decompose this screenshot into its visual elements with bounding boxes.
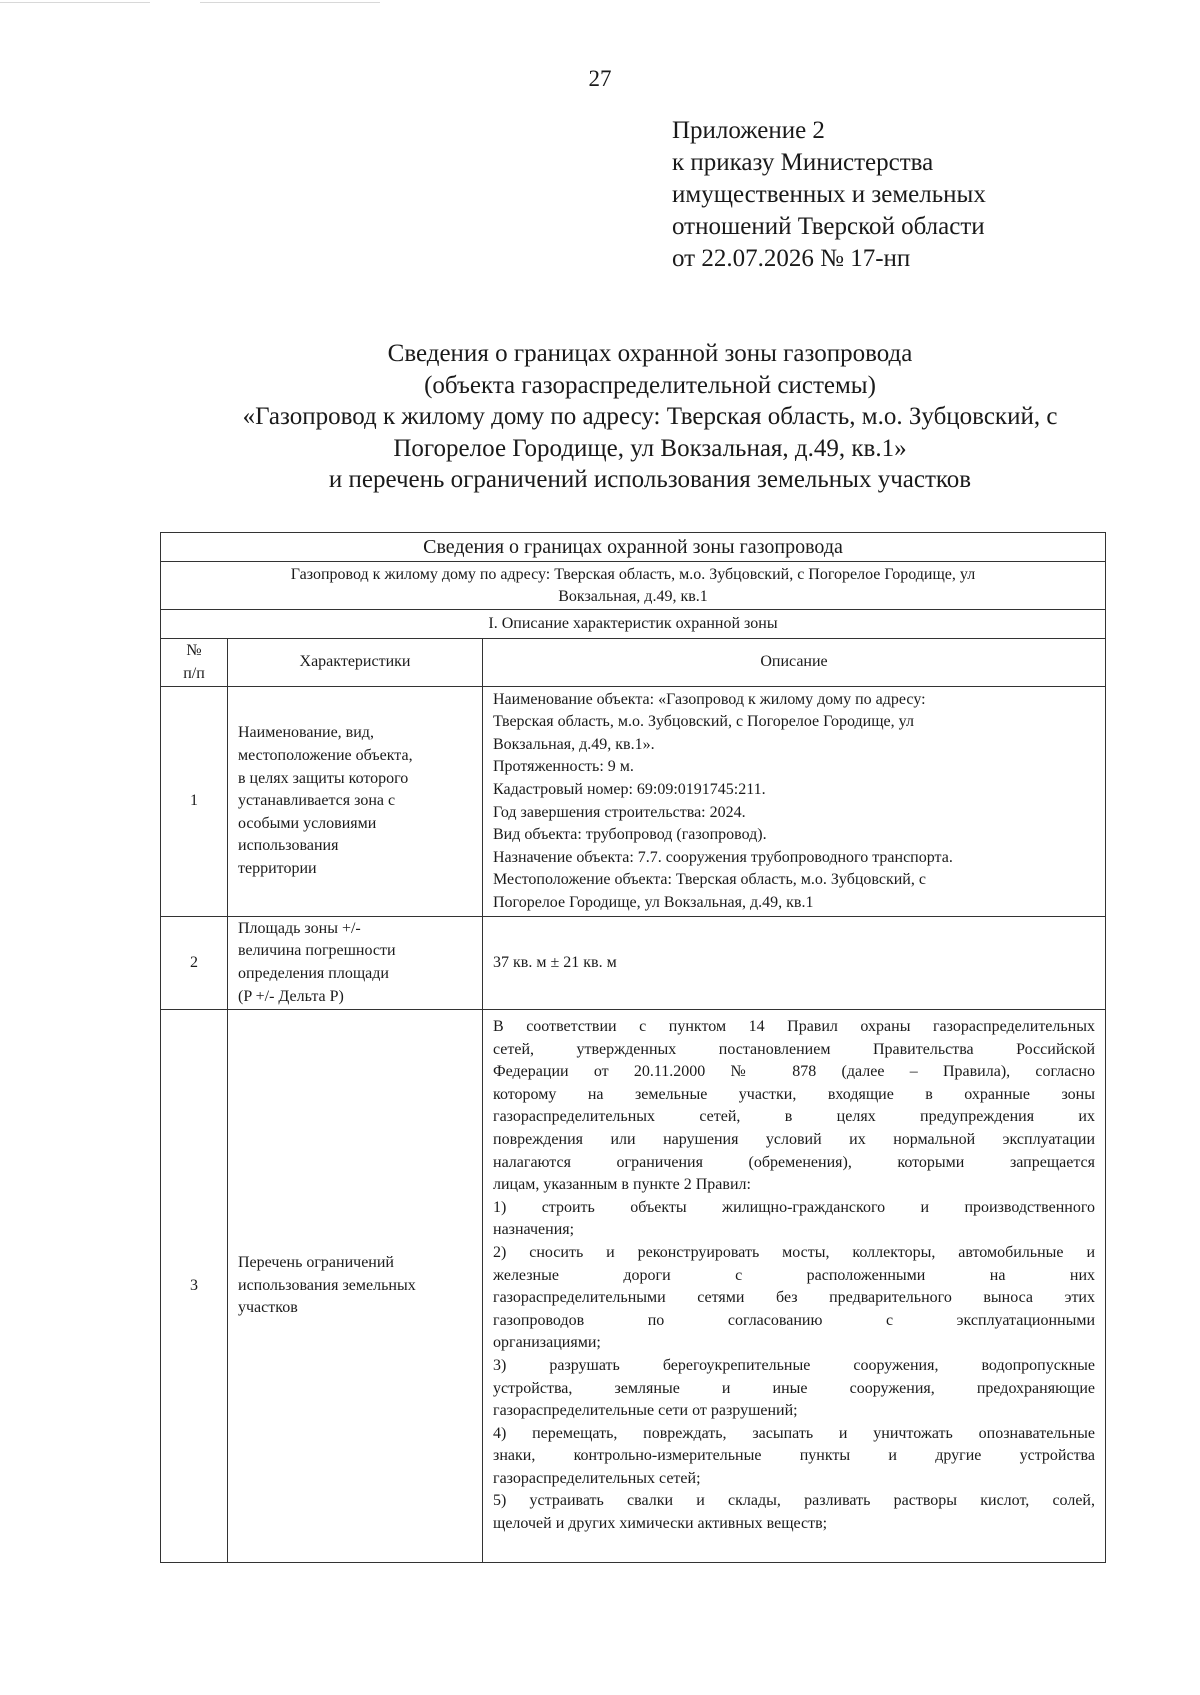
scan-artifact-line <box>0 2 150 3</box>
characteristic-line: территории <box>238 859 317 877</box>
appendix-line: имущественных и земельных <box>672 181 986 208</box>
description-line: 5) устраивать свалки и склады, разливать растворы кислот, солей, <box>493 1492 1095 1510</box>
description-line: газораспределительных сетей, в целях предупреждения их <box>493 1108 1095 1126</box>
appendix-line: Приложение 2 <box>672 117 825 144</box>
column-header-number-line: № <box>186 641 202 659</box>
title-line: Погорелое Городище, ул Вокзальная, д.49, кв.1» <box>393 434 907 462</box>
characteristic-line: величина погрешности <box>238 942 396 960</box>
description-line: сетей, утвержденных постановлением Правительства Российской <box>493 1040 1095 1058</box>
description-line: Федерации от 20.11.2000 № 878 (далее – Правила), согласно <box>493 1063 1095 1081</box>
appendix-line: отношений Тверской области <box>672 213 985 240</box>
description-line: Вид объекта: трубопровод (газопровод). <box>493 826 767 844</box>
description-line: 4) перемещать, повреждать, засыпать и уничтожать опознавательные <box>493 1424 1095 1442</box>
row-number: 2 <box>161 917 228 1010</box>
appendix-line: от 22.07.2026 № 17-нп <box>672 245 911 272</box>
characteristic-line: устанавливается зона с <box>238 792 396 810</box>
description-line: Местоположение объекта: Тверская область, м.о. Зубцовский, с <box>493 871 926 889</box>
document-title <box>150 338 1150 496</box>
description-line: газораспределительные сети от разрушений; <box>493 1402 798 1420</box>
object-name-line: Вокзальная, д.49, кв.1 <box>558 587 708 605</box>
row-characteristic <box>228 1010 483 1563</box>
characteristic-line: в целях защиты которого <box>238 769 409 787</box>
description-line: которому на земельные участки, входящие в охранные зоны <box>493 1085 1095 1103</box>
column-header-description: Описание <box>483 639 1106 687</box>
description-line: Назначение объекта: 7.7. сооружения трубопроводного транспорта. <box>493 848 953 866</box>
description-line: устройства, земляные и иные сооружения, предохраняющие <box>493 1379 1095 1397</box>
title-line: (объекта газораспределительной системы) <box>424 371 876 399</box>
characteristic-line: Перечень ограничений <box>238 1254 394 1272</box>
object-name-line: Газопровод к жилому дому по адресу: Тверская область, м.о. Зубцовский, с Погорелое Городище, ул <box>290 565 976 583</box>
row-description <box>483 917 1106 1010</box>
description-line: газораспределительными сетями без предварительного выноса этих <box>493 1289 1095 1307</box>
description-line: В соответствии с пунктом 14 Правил охраны газораспределительных <box>493 1018 1095 1035</box>
description-line: 3) разрушать берегоукрепительные сооружения, водопропускные <box>493 1356 1095 1374</box>
table-row <box>161 1010 1106 1563</box>
description-line: организациями; <box>493 1334 601 1352</box>
description-line: железные дороги с расположенными на них <box>493 1266 1095 1284</box>
title-line: «Газопровод к жилому дому по адресу: Тверская область, м.о. Зубцовский, с <box>242 403 1058 430</box>
characteristic-line: Наименование, вид, <box>238 724 374 742</box>
table-row <box>161 687 1106 917</box>
characteristic-line: (P +/- Дельта P) <box>238 987 344 1005</box>
page-number: 27 <box>588 66 612 91</box>
column-header-number-line: п/п <box>183 664 205 682</box>
description-line: газораспределительных сетей; <box>493 1469 701 1487</box>
column-header-number <box>161 639 228 687</box>
table-header: Сведения о границах охранной зоны газопровода <box>161 533 1106 562</box>
characteristic-line: определения площади <box>238 965 389 982</box>
appendix-line: к приказу Министерства <box>672 149 934 176</box>
table-row <box>161 917 1106 1010</box>
row-number: 1 <box>161 687 228 917</box>
characteristic-line: особыми условиями <box>238 814 377 832</box>
section-title: I. Описание характеристик охранной зоны <box>161 610 1106 639</box>
description-line: Год завершения строительства: 2024. <box>493 803 746 821</box>
description-line: Кадастровый номер: 69:09:0191745:211. <box>493 780 766 798</box>
scan-artifact-line <box>200 2 380 3</box>
protection-zone-table <box>160 532 1106 1563</box>
description-line: 1) строить объекты жилищно-гражданского и производственного <box>493 1198 1095 1216</box>
column-header-characteristics: Характеристики <box>228 639 483 687</box>
title-line: Сведения о границах охранной зоны газопровода <box>387 340 913 367</box>
characteristic-line: Площадь зоны +/- <box>238 919 361 937</box>
appendix-block <box>672 115 986 275</box>
table-object-name <box>161 562 1106 610</box>
description-line: назначения; <box>493 1221 575 1239</box>
characteristic-line: использования <box>238 837 339 855</box>
description-line: 2) сносить и реконструировать мосты, коллекторы, автомобильные и <box>493 1243 1095 1261</box>
description-line: Наименование объекта: «Газопровод к жилому дому по адресу: <box>493 690 926 708</box>
row-characteristic <box>228 917 483 1010</box>
characteristic-line: участков <box>238 1299 298 1317</box>
description-line: щелочей и других химически активных веществ; <box>493 1515 828 1533</box>
characteristic-line: использования земельных <box>238 1276 416 1294</box>
description-line: лицам, указанным в пункте 2 Правил: <box>493 1176 751 1194</box>
description-line: 37 кв. м ± 21 кв. м <box>493 953 617 971</box>
description-line: газопроводов по согласованию с эксплуатационными <box>493 1311 1095 1329</box>
description-line: повреждения или нарушения условий их нормальной эксплуатации <box>493 1130 1095 1148</box>
description-line: налагаются ограничения (обременения), которыми запрещается <box>493 1153 1095 1171</box>
description-line: Протяженность: 9 м. <box>493 758 634 776</box>
description-line: Тверская область, м.о. Зубцовский, с Погорелое Городище, ул <box>493 713 914 731</box>
title-line: и перечень ограничений использования земельных участков <box>328 466 972 493</box>
row-number: 3 <box>161 1010 228 1563</box>
row-characteristic <box>228 687 483 917</box>
description-line: Погорелое Городище, ул Вокзальная, д.49, кв.1 <box>493 893 814 911</box>
row-description <box>483 1010 1106 1563</box>
description-line: Вокзальная, д.49, кв.1». <box>493 735 655 753</box>
characteristic-line: местоположение объекта, <box>238 747 413 765</box>
row-description <box>483 687 1106 917</box>
description-line: знаки, контрольно-измерительные пункты и другие устройства <box>493 1447 1095 1465</box>
